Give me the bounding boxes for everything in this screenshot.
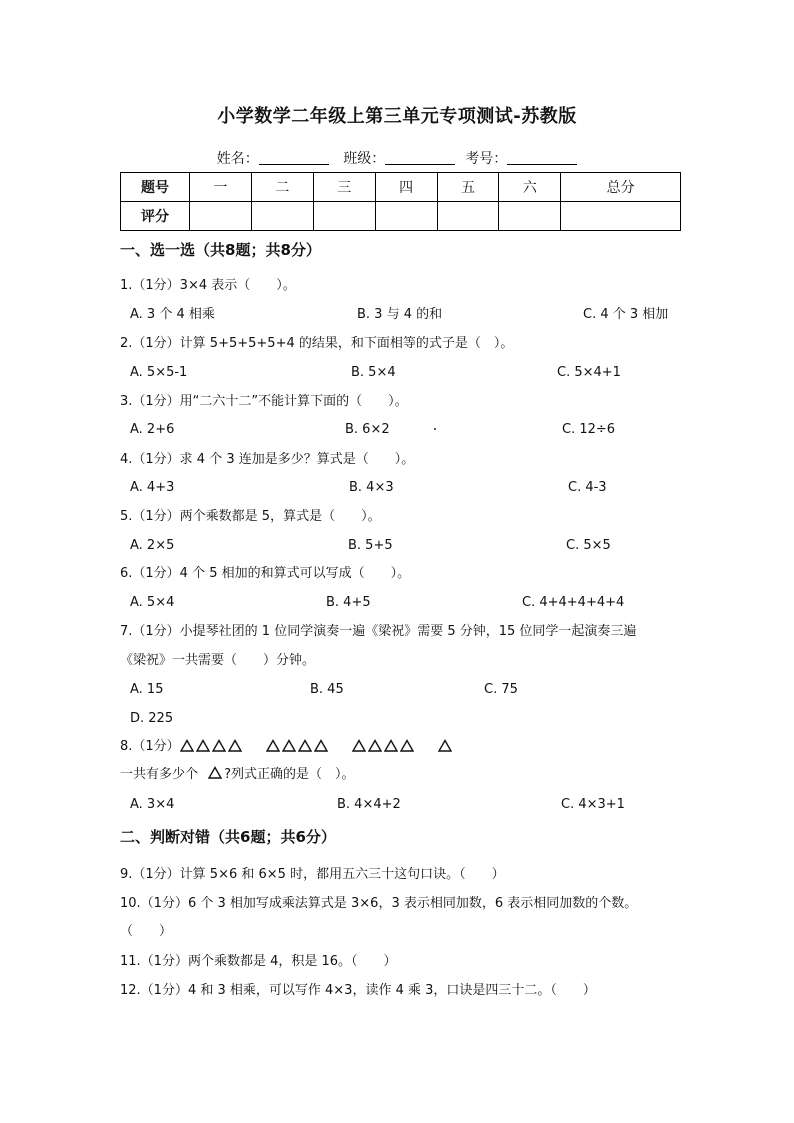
question-stem: 1.（1分）3×4 表示（ ）。: [120, 278, 296, 293]
page-title: 小学数学二年级上第三单元专项测试-苏教版: [217, 106, 577, 127]
triangle-icon: [208, 766, 222, 779]
triangle-icon: [352, 739, 366, 752]
score-cell[interactable]: [437, 202, 499, 231]
option-d: D. 225: [130, 711, 174, 726]
option-c: C. 5×4+1: [557, 365, 621, 380]
score-cell[interactable]: [251, 202, 313, 231]
question-stem: [120, 738, 474, 756]
question-stem: 9.（1分）计算 5×6 和 6×5 时，都用五六三十这句口诀。（ ）: [120, 867, 505, 882]
option-a: A. 5×5-1: [130, 365, 188, 380]
option-b: B. 6×2: [345, 422, 390, 437]
option-a: A. 2×5: [130, 538, 175, 553]
table-cell: 二: [251, 173, 313, 202]
question-stem: 4.（1分）求 4 个 3 连加是多少？算式是（ ）。: [120, 452, 415, 467]
question-text: 一共有多少个: [120, 767, 199, 782]
triangle-group: [180, 739, 242, 752]
option-a: A. 3×4: [130, 797, 175, 812]
triangle-icon: [228, 739, 242, 752]
option-c: C. 4 个 3 相加: [583, 307, 669, 322]
table-cell: 题号: [121, 173, 190, 202]
table-cell: 一: [190, 173, 252, 202]
section-heading: 二、判断对错（共6题；共6分）: [120, 828, 336, 846]
table-cell: 评分: [121, 202, 190, 231]
class-blank[interactable]: [385, 150, 455, 165]
triangle-icon: [400, 739, 414, 752]
score-cell[interactable]: [190, 202, 252, 231]
number-blank[interactable]: [507, 150, 577, 165]
question-stem: 5.（1分）两个乘数都是 5，算式是（ ）。: [120, 509, 381, 524]
triangle-icon: [368, 739, 382, 752]
option-b: B. 4×3: [349, 480, 394, 495]
option-a: A. 3 个 4 相乘: [130, 307, 215, 322]
score-cell[interactable]: [313, 202, 375, 231]
triangle-icon: [196, 739, 210, 752]
triangle-icon: [266, 739, 280, 752]
triangle-icon: [282, 739, 296, 752]
triangle-icon: [314, 739, 328, 752]
table-cell: 六: [499, 173, 561, 202]
question-stem: 12.（1分）4 和 3 相乘，可以写作 4×3，读作 4 乘 3，口诀是四三十二。（ ）: [120, 983, 596, 998]
score-cell[interactable]: [375, 202, 437, 231]
question-stem: 2.（1分）计算 5+5+5+5+4 的结果，和下面相等的式子是（ ）。: [120, 336, 514, 351]
triangle-figure: [180, 739, 474, 752]
option-a: A. 2+6: [130, 422, 175, 437]
score-table: [120, 172, 681, 231]
triangle-group: [438, 739, 452, 752]
number-label: 考号：: [465, 151, 508, 167]
question-stem: 10.（1分）6 个 3 相加写成乘法算式是 3×6，3 表示相同加数，6 表示相同加数的个数。: [120, 896, 638, 911]
option-b: B. 5+5: [348, 538, 393, 553]
triangle-icon: [298, 739, 312, 752]
question-stem: 3.（1分）用“二六十二”不能计算下面的（ ）。: [120, 394, 408, 409]
class-label: 班级：: [343, 151, 386, 167]
question-text: ?列式正确的是（ ）。: [224, 767, 355, 782]
score-cell[interactable]: [561, 202, 681, 231]
triangle-group: [266, 739, 328, 752]
triangle-icon: [384, 739, 398, 752]
option-c: C. 75: [484, 682, 518, 697]
option-c: C. 12÷6: [562, 422, 616, 437]
option-b: B. 45: [310, 682, 344, 697]
student-info-line: [0, 148, 794, 168]
name-label: 姓名：: [216, 151, 259, 167]
table-cell: 五: [437, 173, 499, 202]
table-cell: 总分: [561, 173, 681, 202]
section-heading: 一、选一选（共8题；共8分）: [120, 241, 321, 259]
option-c: C. 4×3+1: [561, 797, 625, 812]
triangle-group: [352, 739, 414, 752]
question-prefix: 8.（1分）: [120, 739, 180, 754]
question-stem: 11.（1分）两个乘数都是 4，积是 16。（ ）: [120, 954, 397, 969]
triangle-icon: [180, 739, 194, 752]
score-table-header-row: [121, 173, 681, 202]
option-c: C. 5×5: [566, 538, 611, 553]
question-stem-continued: [120, 766, 355, 784]
question-stem-continued: 《梁祝》一共需要（ ）分钟。: [120, 653, 316, 668]
option-c: C. 4+4+4+4+4: [522, 595, 625, 610]
stray-dot: [434, 428, 436, 430]
option-a: A. 4+3: [130, 480, 175, 495]
option-b: B. 5×4: [351, 365, 396, 380]
option-b: B. 4+5: [326, 595, 371, 610]
option-a: A. 5×4: [130, 595, 175, 610]
question-stem-continued: （ ）: [120, 924, 173, 939]
question-stem: 7.（1分）小提琴社团的 1 位同学演奏一遍《梁祝》需要 5 分钟，15 位同学一起演奏三遍: [120, 624, 637, 639]
table-cell: 四: [375, 173, 437, 202]
table-cell: 三: [313, 173, 375, 202]
option-b: B. 4×4+2: [337, 797, 401, 812]
option-b: B. 3 与 4 的和: [357, 307, 443, 322]
score-table-score-row: [121, 202, 681, 231]
option-c: C. 4-3: [568, 480, 607, 495]
option-a: A. 15: [130, 682, 164, 697]
name-blank[interactable]: [259, 150, 329, 165]
score-cell[interactable]: [499, 202, 561, 231]
triangle-icon: [212, 739, 226, 752]
triangle-icon: [438, 739, 452, 752]
question-stem: 6.（1分）4 个 5 相加的和算式可以写成（ ）。: [120, 566, 411, 581]
